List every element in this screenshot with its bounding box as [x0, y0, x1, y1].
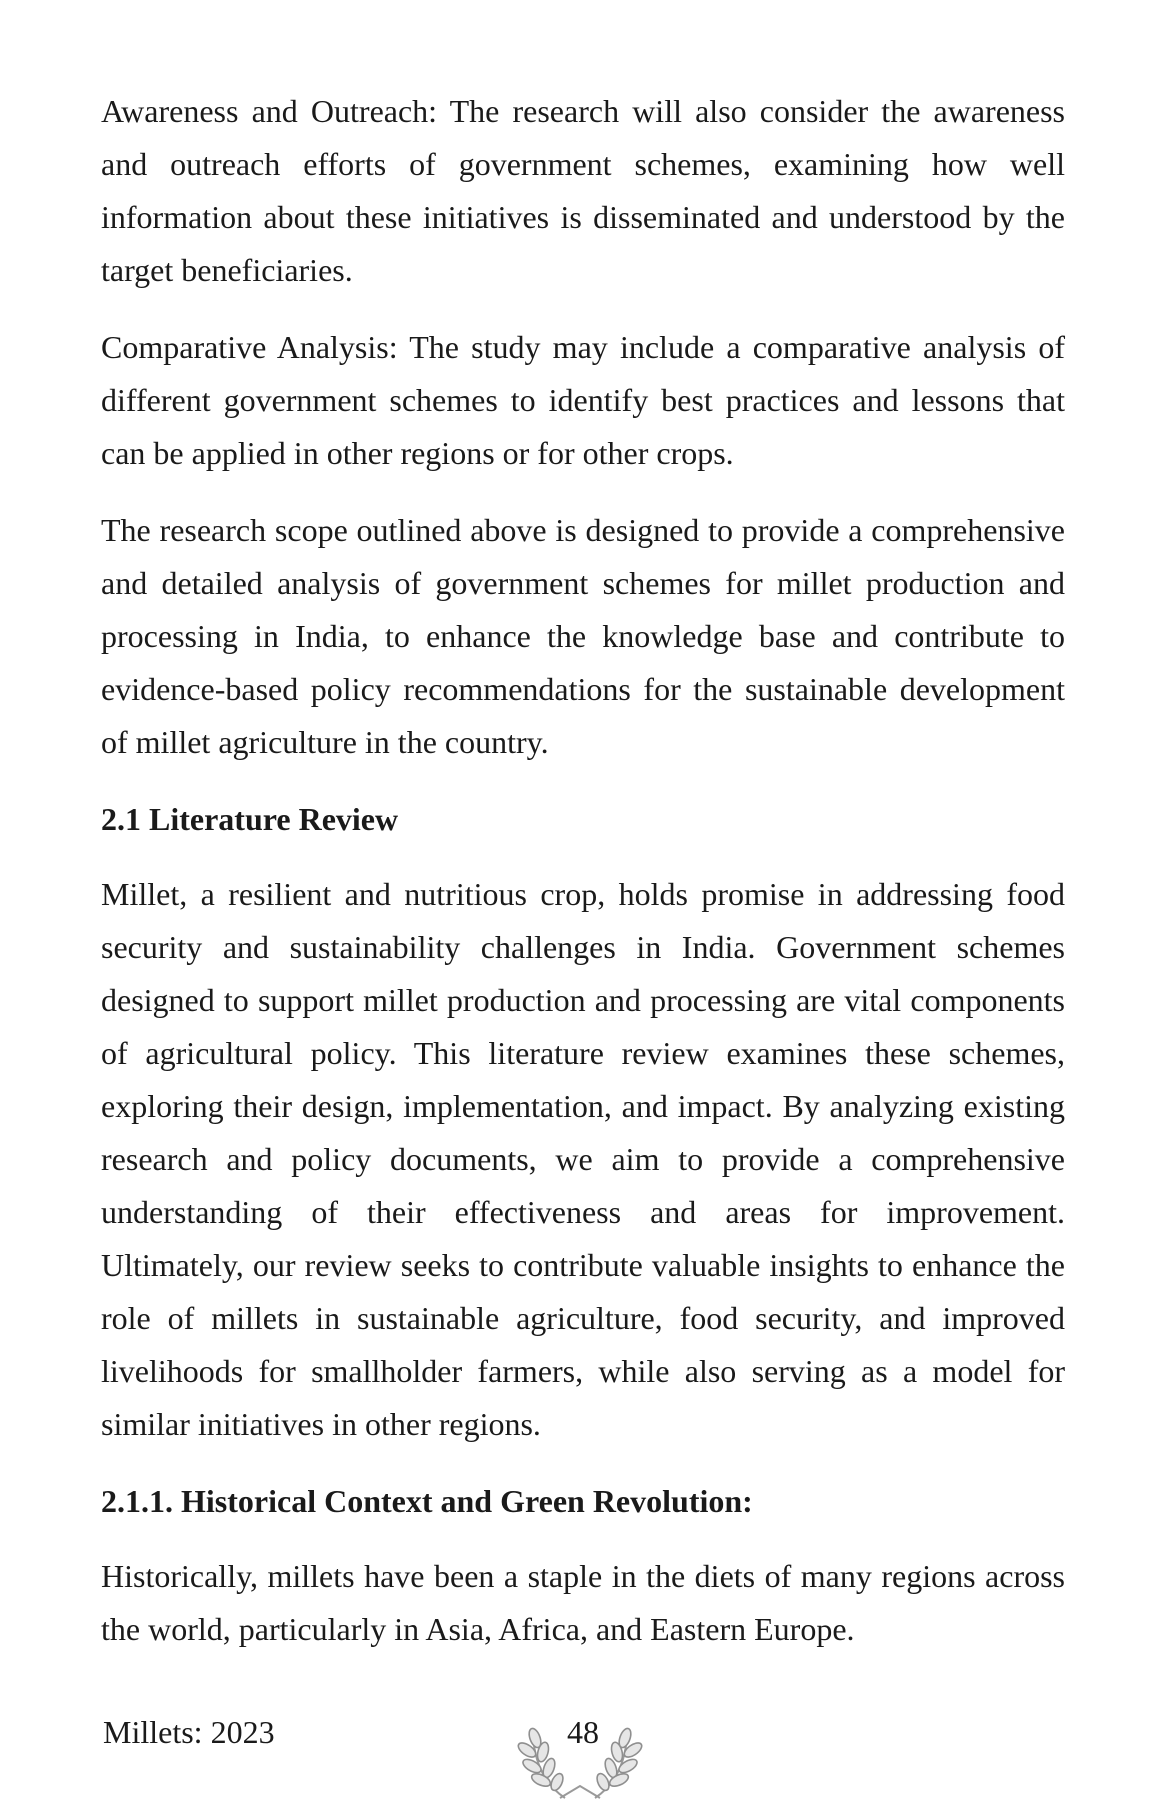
paragraph-research-scope: The research scope outlined above is designed to provide a comprehensive and detailed analysis of government schemes for millet production and processing in India, to enhance the knowledge base and contribute to evidence-based policy recommendations for the sustainable development of millet agriculture in the country.	[101, 512, 1065, 760]
paragraph-comparative-analysis: Comparative Analysis: The study may include a comparative analysis of different government schemes to identify best practices and lessons that can be applied in other regions or for other crops.	[101, 329, 1065, 471]
paragraph-literature-review: Millet, a resilient and nutritious crop, holds promise in addressing food security and sustainability challenges in India. Government schemes designed to support millet production and processing are vital components of agricultural policy. This literature review examines these schemes, exploring their design, implementation, and impact. By analyzing existing research and policy documents, we aim to provide a comprehensive understanding of their effectiveness and areas for improvement. Ultimately, our review seeks to contribute valuable insights to enhance the role of millets in sustainable agriculture, food security, and improved livelihoods for smallholder farmers, while also serving as a model for similar initiatives in other regions.	[101, 876, 1065, 1442]
footer-book-title: Millets: 2023	[103, 1714, 275, 1750]
page-number: 48	[567, 1714, 599, 1750]
paragraph-historical-context: Historically, millets have been a staple in the diets of many regions across the world, particularly in Asia, Africa, and Eastern Europe.	[101, 1558, 1065, 1647]
heading-literature-review: 2.1 Literature Review	[101, 801, 399, 837]
page-footer	[0, 1712, 1164, 1800]
paragraph-awareness-outreach: Awareness and Outreach: The research will also consider the awareness and outreach efforts of government schemes, examining how well information about these initiatives is disseminated and understood by the target beneficiaries.	[101, 93, 1065, 288]
heading-historical-context: 2.1.1. Historical Context and Green Revolution:	[101, 1483, 753, 1519]
page-body	[101, 85, 1065, 1680]
